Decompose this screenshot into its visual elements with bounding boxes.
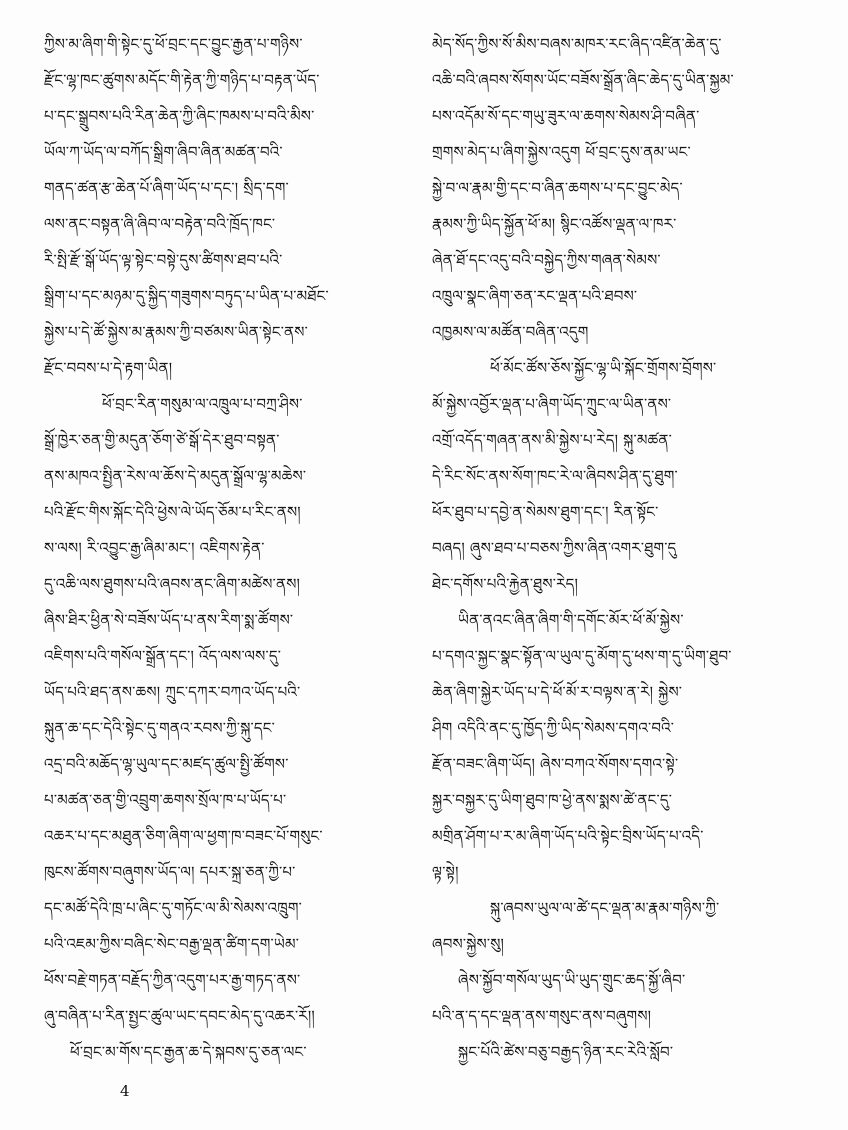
right-text-column: [432, 26, 808, 1070]
text-line: འཁྱམས་ལ་མཚོན་བཞིན་འདུག: [432, 323, 589, 341]
text-line: པ་དགའ་སྐྱང་སྣང་སྟོན་ལ་ཡུལ་དུ་མོག་དུ་ཕས་ག་དུ་ཡིག་ཐུབ་: [432, 647, 732, 665]
text-line: སྐྱེས་པ་དེ་ཚོ་སྐྱེས་མ་རྣམས་ཀྱི་བཙམས་ཡིན་སྟེང་ནས་: [44, 323, 308, 341]
text-line: སྐྱར་བསྐྱར་དུ་ཡིག་ཐུབ་ཁ་ཕྱེ་ནས་སྨས་ཚེ་ནང་དུ་: [432, 791, 673, 809]
text-line: ཞེས་སྐྱོབ་གསོལ་ཡུད་ཡི་ཡུད་གྲུང་ཆད་སྐྱོ་ཞིབ་: [458, 971, 686, 989]
text-line: རྫོང་ལྷ་ཁང་ཚུགས་མདོང་གི་རྟེན་ཀྱི་གཉིད་པ་བརྟན་ཡོད་: [44, 71, 320, 89]
text-line: ཡོལ་ཀ་ཡོད་ལ་བཀོད་སྒྲིག་ཞིབ་ཞིན་མཚན་བའི་: [44, 143, 283, 161]
text-line: འཆི་བའི་ཞབས་སོགས་ཡོང་བཟོས་སྒྲོན་ཞིང་ཆེད་དུ་ཡིན་སྐྱམ་: [432, 71, 734, 89]
text-line: བཞད། ཞུས་ཐབ་པ་བཅས་ཀྱིས་ཞིན་འགར་ཐུག་དུ: [432, 539, 677, 557]
text-line: གྲགས་མེད་པ་ཞིག་སྐྱེས་འདུག ཕོ་བྲང་དུས་ནམ་ཡང་: [432, 143, 691, 161]
text-line: ཕོས་བརྗེ་གཏན་བརྗོད་ཀྱིན་འདུག་པར་རྒྱ་གཏད་ནས་: [44, 971, 301, 989]
text-line: པ་མཚན་ཅན་གྱི་འབྲུག་ཆགས་སྲོལ་ཁ་པ་ཡོད་པ་: [44, 791, 287, 809]
text-line: དེ་རིང་སོང་ནས་སོག་ཁང་རེ་ལ་ཞིབས་ཤིན་དུ་ཐུག་: [432, 467, 678, 485]
text-line: སྒྲིག་པ་དང་མཉམ་དུ་སྐྱིད་གཟུགས་བཏུད་པ་ཡིན་པ་མཐོང་: [44, 287, 329, 305]
text-line: པའི་ན་ད་དང་ལྡན་ནས་གསུང་ནས་བཞུགས།: [432, 1007, 652, 1025]
text-line: ཐེང་དགོས་པའི་རྐྱེན་ཐུས་རེད།: [432, 575, 579, 593]
text-line: འཆར་པ་དང་མཐུན་ཅིག་ཞིག་ལ་ཕྱག་ཁ་བཟང་པོ་གསུང་: [44, 827, 323, 845]
page-number: 4: [120, 1082, 130, 1100]
text-line: ལྟ་སྟེ།: [432, 863, 459, 881]
text-line: ཀྱིས་མ་ཞིག་གི་སྟེང་དུ་ཕོ་བྲང་དང་བྱུང་རྒྱན་པ་གཉིས་: [44, 35, 303, 53]
text-line: ཆེན་ཞིག་སྐྱེར་ཡོད་པ་དེ་ཕོ་མོ་ར་བལྟས་ན་རེ། སྐྱེས་: [432, 683, 683, 701]
text-line: མགྲིན་ཤོག་པ་ར་མ་ཞིག་ཡོད་པའི་སྟེང་བྲིས་ཡོད་པ་འདི་: [432, 827, 704, 845]
text-line: ཡོད་པའི་ཐད་ནས་ཆས། ཀྲུང་དཀར་བཀའ་ཡོད་པའི་: [44, 683, 301, 701]
text-line: ཞིས་ཐིར་ཕྱིན་སེ་བཟོས་ཡོད་པ་ནས་རིག་སྨ་ཚོགས་: [44, 611, 294, 629]
text-line: ཞེན་ཐོ་དང་འདུ་བའི་བསྐྱེད་ཀྱིས་གཞན་སེམས་: [432, 251, 661, 269]
text-line: རི་སྤི་རྫོ་སྒོ་ཡོད་ལྟ་སྟེང་བསྟེ་དུས་ཚིགས་ཐབ་པའི་: [44, 251, 283, 269]
text-line: ཁུངས་ཚོགས་བཞུགས་ཡོད་ལ། དཔར་སྐྲ་ཅན་ཀྱི་པ་: [44, 863, 296, 881]
text-line: སྐུ་ཞབས་ཡུལ་ལ་ཚེ་དང་ལྡན་མ་རྣམ་གཉིས་ཀྱི་: [490, 899, 720, 917]
text-line: པ་དང་སྒྲུབས་པའི་རིན་ཆེན་ཀྱི་ཞིང་ཁམས་པ་བའི་མིས་: [44, 107, 315, 125]
text-line: འཇིགས་པའི་གསོལ་སྒྲོན་དང་། འོད་ལས་ལས་དུ་: [44, 647, 282, 665]
text-line: སྐུན་ཆ་དང་དེའི་སྟེང་དུ་གནའ་རབས་ཀྱི་སྐུ་དང་: [44, 719, 275, 737]
text-line: ཡིན་ནའང་ཞིན་ཞིག་གི་དགོང་མོར་ཕོ་མོ་སྐྱེས་: [458, 611, 684, 629]
text-line: ལས་ནང་བསྟན་ཞི་ཞིབ་ལ་བརྟེན་བའི་ཁྲོད་ཁང་: [44, 215, 276, 233]
text-line: འགྲོ་འདོད་གཞན་ནས་མི་སྐྱེས་པ་རེད། སྐུ་མཚན་: [432, 431, 672, 449]
text-line: གནད་ཚན་རྩ་ཆེན་པོ་ཞིག་ཡོད་པ་དང་། སྲིད་དག་: [44, 179, 289, 197]
text-line: པས་འདོམ་སོ་དང་གཡུ་ཟུར་ལ་ཆགས་སེམས་ཤི་བཞིན་: [432, 107, 700, 125]
text-line: འཁྲུལ་སྣང་ཞིག་ཅན་རང་ལྡན་པའི་ཐབས་: [432, 287, 638, 305]
text-line: རྣམས་ཀྱི་ཡིད་སྐྱོན་ཕོ་མ། སྙིང་འཚོས་ལྡན་ལ་ཁར་: [432, 215, 677, 233]
text-line: སྐྱང་པོའི་ཚེས་བཅུ་བརྒྱད་ཉིན་རང་རེའི་སློབ་: [458, 1043, 674, 1061]
text-line: ཕོ་བྲང་མ་གོས་དང་རྒྱན་ཆ་དེ་སྐབས་དུ་ཅན་ལང་: [70, 1043, 307, 1061]
text-line: དང་མཚོ་དེའི་ཁྲ་པ་ཞིང་དུ་གཏོང་ལ་མི་སེམས་འཁྲུག་: [44, 899, 303, 917]
text-line: ནས་མཁའ་སྤྱིན་རེས་ལ་ཆོས་དེ་མདུན་སྒྲོལ་ལྷ་མཆེས་: [44, 467, 307, 485]
text-line: མེད་སོད་ཀྱིས་སོ་མིས་བཞས་མཁར་རང་ཞིད་འཛིན་ཆེན་དུ་: [432, 35, 722, 53]
text-line: སྐྱེ་བ་ལ་རྣམ་གྱི་དང་བ་ཞིན་ཆགས་པ་དང་བྱུང་མེད་: [432, 179, 683, 197]
text-line: རྫོན་བཟང་ཞིག་ཡོད། ཞེས་བཀའ་སོགས་དགའ་སྟེ་: [432, 755, 679, 773]
text-line: སྒྲོ་ཁྱེར་ཅན་གྱི་མདུན་ཅོག་ཙེ་སྒོ་དེར་ཐུབ་བསྟན་: [44, 431, 280, 449]
text-line: ཞབས་སྐྱེས་སུ།: [432, 935, 505, 953]
text-line: པའི་འཇམ་ཀྱིས་བཞིང་སེང་བརྒྱ་ལྡན་ཚིག་དག་ཡེམ་: [44, 935, 300, 953]
text-line: པའི་རྫོང་གིས་སྐོང་དེའི་ཕྱེས་ལེ་ཡོད་ཅོམ་པ་རིང་ནས།: [44, 503, 301, 521]
text-line: ཕོ་མོང་ཚོས་ཅོས་སྐྱོང་ལྷ་ཡི་སྐོང་གྲོགས་བྲོགས་: [490, 359, 717, 377]
text-line: ཕོར་ཐུབ་པ་དབྱེ་ན་སེམས་ཐུག་དང་། རིན་སྟོང་: [432, 503, 659, 521]
left-text-column: [44, 26, 420, 1070]
text-line: འདྲ་བའི་མཆོད་ལྷ་ཡུལ་དང་མཛད་ཚུལ་སྤྱི་ཚོགས་: [44, 755, 289, 773]
text-line: རྫོང་བབས་པ་དེ་རྟག་ཡིན།: [44, 359, 173, 377]
text-line: དུ་འཆི་ལས་ཐུགས་པའི་ཞབས་ནང་ཞིག་མཚེས་ནས།: [44, 575, 301, 593]
text-line: མོ་སྐྱེས་འབྱོར་ལྡན་པ་ཞིག་ཡོད་ཀྲུང་ལ་ཡིན་ནས་: [432, 395, 672, 413]
text-line: ཞུ་བཞིན་པ་རིན་སྤྱང་ཚུལ་ཡང་དབང་མེད་དུ་འཆར་རོ།།: [44, 1007, 315, 1025]
text-line: ས་ལས། རི་འབྱུང་རྒྱ་ཞིམ་མང་། འཇིགས་རྟེན་: [44, 539, 265, 557]
text-line: ཤིག འདིའི་ནང་དུ་ཁྱོད་ཀྱི་ཡིད་སེམས་དགའ་བའི་: [432, 719, 675, 737]
text-line: ཕོ་བྲང་རིན་གསུམ་ལ་འཁྲུལ་པ་བཀྲ་ཤིས་: [102, 395, 303, 413]
